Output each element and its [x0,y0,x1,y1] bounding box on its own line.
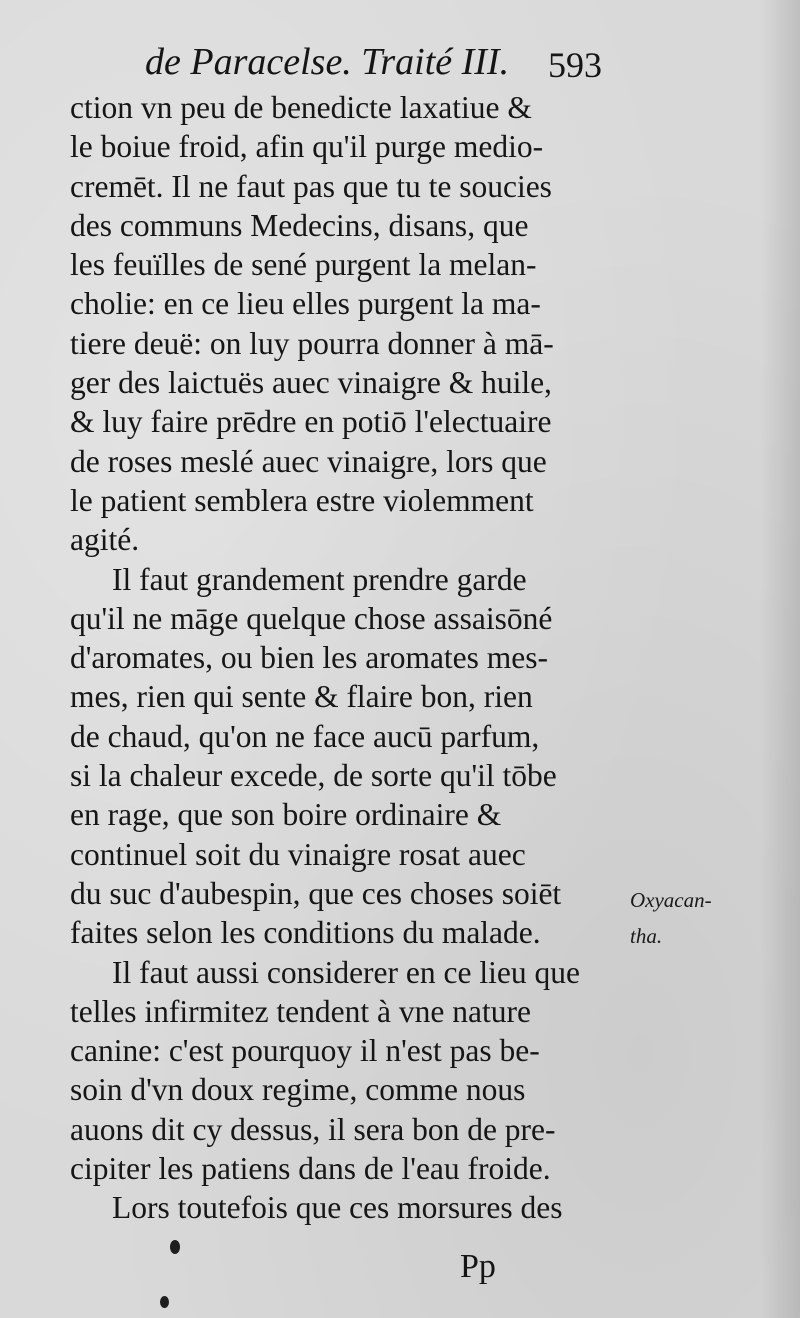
paragraph-start-line: Il faut aussi considerer en ce lieu que [112,954,580,990]
text-line: d'aromates, ou bien les aromates mes- [70,640,549,676]
text-line: mes, rien qui sente & flaire bon, rien [70,679,533,715]
text-line: de roses meslé auec vinaigre, lors que [70,443,547,479]
page-number: 593 [548,45,602,85]
margin-note [630,882,712,954]
body-text [70,88,630,1228]
running-title: de Paracelse. Traité III. [145,41,510,83]
text-line: qu'il ne māge quelque chose assaisōné [70,600,553,636]
text-line: & luy faire prēdre en potiō l'electuaire [70,404,552,440]
paragraph-start-line: Il faut grandement prendre garde [112,561,527,597]
text-line: des communs Medecins, disans, que [70,207,529,243]
text-line: le patient semblera estre violemment [70,482,534,518]
text-line: agité. [70,522,140,558]
text-line: en rage, que son boire ordinaire & [70,797,502,833]
text-line: cipiter les patiens dans de l'eau froide. [70,1151,551,1187]
text-line: auons dit cy dessus, il sera bon de pre- [70,1111,556,1147]
text-line: cremēt. Il ne faut pas que tu te soucies [70,168,552,204]
text-line: tiere deuë: on luy pourra donner à mā- [70,325,554,361]
text-line: ction vn peu de benedicte laxatiue & [70,90,532,125]
text-line: telles infirmitez tendent à vne nature [70,993,531,1029]
text-line: continuel soit du vinaigre rosat auec [70,836,526,872]
text-line: les feuïlles de sené purgent la melan- [70,247,537,283]
text-line: ger des laictuës auec vinaigre & huile, [70,365,552,401]
text-line: faites selon les conditions du malade. [70,915,541,951]
text-line: de chaud, qu'on ne face aucū parfum, [70,718,540,754]
text-line: le boiue froid, afin qu'il purge medio- [70,129,544,165]
signature-mark: Pp [460,1248,496,1285]
margin-note-line: tha. [630,924,663,948]
text-line: cholie: en ce lieu elles purgent la ma- [70,286,541,322]
text-line: du suc d'aubespin, que ces choses soiēt [70,875,562,911]
page-edge-shadow [760,0,800,1318]
ink-spot [170,1240,180,1254]
ink-spot [160,1296,169,1308]
margin-note-line: Oxyacan- [630,888,712,912]
text-line: soin d'vn doux regime, comme nous [70,1072,526,1108]
paragraph-start-line: Lors toutefois que ces morsures des [112,1190,563,1226]
text-line: si la chaleur excede, de sorte qu'il tōbe [70,758,557,794]
text-line: canine: c'est pourquoy il n'est pas be- [70,1033,540,1069]
